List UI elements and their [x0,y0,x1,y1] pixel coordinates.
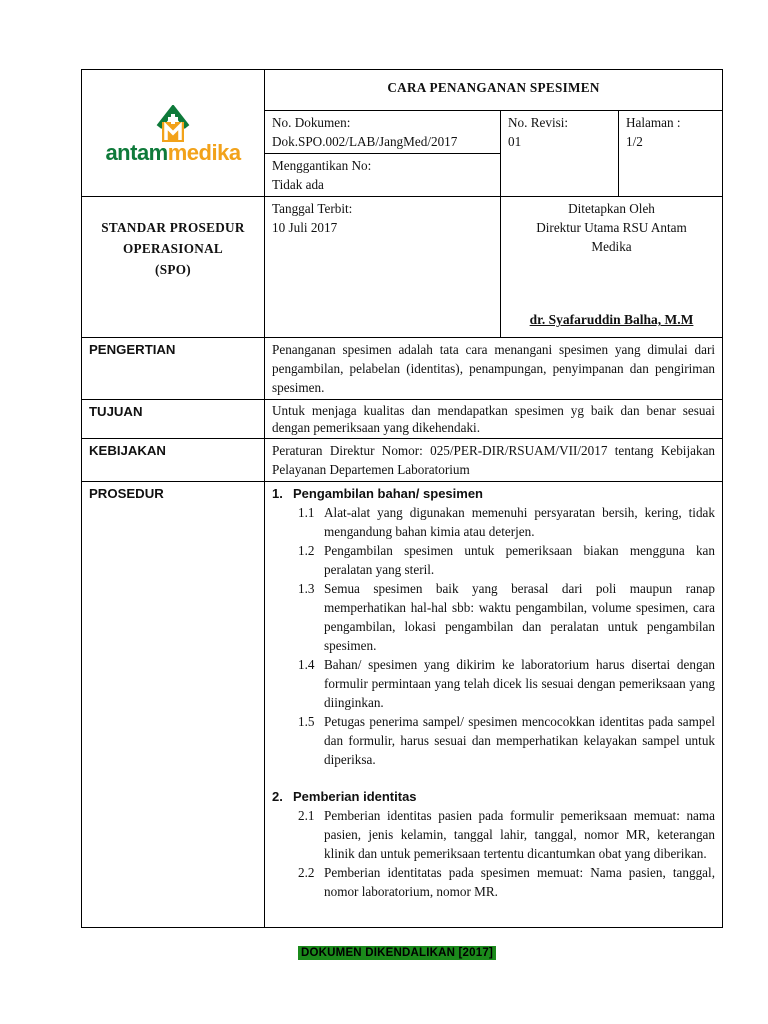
spo-line1: STANDAR PROSEDUR [101,220,245,235]
procedure-item-text: Semua spesimen baik yang berasal dari poli maupun ranap memperhatikan hal-hal sbb: waktu pengambilan, volume spesimen, cara pengambilan, lokasi pengambilan dan peralatan untuk pengambilan spesimen. [324,581,716,653]
issue-date-cell [265,197,501,338]
doc-number-cell [265,111,501,154]
procedure-item-text: Bahan/ spesimen yang dikirim ke laboratorium harus disertai dengan formulir permintaan yang telah dicek lis sesuai dengan pemeriksaan yang diinginkan. [324,657,716,710]
doc-number-label: No. Dokumen: [272,115,351,130]
spo-table [81,69,723,928]
procedure-item-text: Alat-alat yang digunakan memenuhi persyaratan bersih, kering, tidak mengandung bahan kimia atau deterjen. [324,505,716,539]
tujuan-text: Untuk menjaga kualitas dan mendapatkan spesimen yg baik dan benar sesuai dengan pemeriksaan yang dikehendaki. [265,400,723,439]
procedure-item-number: 2.1 [298,808,315,823]
section-1-title: 1. Pengambilan bahan/ spesimen [272,486,483,501]
spo-line3: (SPO) [155,262,191,277]
replaces-label: Menggantikan No: [272,158,372,173]
prosedur-label: PROSEDUR [82,482,265,928]
section-1-list [272,503,715,769]
procedure-item-text: Pemberian identitas pasien pada formulir pemeriksaan memuat: nama pasien, jenis kelamin, tanggal lahir, tanggal, nomor MR, keterangan klinik dan untuk pemeriksaan tertentu dicantumkan obat yang diberikan. [324,808,716,861]
spo-label-cell [82,197,265,338]
procedure-item-number: 1.5 [298,714,315,729]
procedure-item [272,712,715,769]
procedure-item [272,541,715,579]
procedure-item-number: 2.2 [298,865,315,880]
page-value: 1/2 [626,134,643,149]
revision-cell [501,111,619,197]
approval-cell [501,197,723,338]
logo-cell [82,70,265,197]
procedure-item-number: 1.3 [298,581,315,596]
procedure-item-text: Pengambilan spesimen untuk pemeriksaan biakan mengguna kan peralatan yang steril. [324,543,716,577]
kebijakan-label: KEBIJAKAN [82,439,265,482]
procedure-item-text: Pemberian identitatas pada spesimen memuat: Nama pasien, tanggal, nomor laboratorium, nomor MR. [324,865,716,899]
procedure-item-number: 1.2 [298,543,315,558]
issue-date-label: Tanggal Terbit: [272,201,353,216]
set-by-label: Ditetapkan Oleh [568,201,655,216]
document-title: CARA PENANGANAN SPESIMEN [265,70,723,111]
pengertian-label: PENGERTIAN [82,338,265,400]
tujuan-label: TUJUAN [82,400,265,439]
page-cell [619,111,723,197]
set-by-role: Direktur Utama RSU Antam Medika [536,220,687,254]
issue-date-value: 10 Juli 2017 [272,220,338,235]
procedure-item-text: Petugas penerima sampel/ spesimen mencocokkan identitas pada sampel dan formulir, harus sesuai dan memperhatikan kelayakan sampel untuk diperiksa. [324,714,716,767]
procedure-item [272,655,715,712]
replaces-value: Tidak ada [272,177,324,192]
section-2-list [272,806,715,901]
revision-value: 01 [508,134,522,149]
replaces-cell [265,154,501,197]
controlled-document-footer: DOKUMEN DIKENDALIKAN [2017] [298,946,496,960]
procedure-item-number: 1.4 [298,657,315,672]
pengertian-text: Penanganan spesimen adalah tata cara menangani spesimen yang dimulai dari pengambilan, pelabelan (identitas), penampungan, penyimpanan dan pengiriman spesimen. [265,338,723,400]
section-2-title: 2. Pemberian identitas [272,789,417,804]
logo [89,73,257,193]
kebijakan-text: Peraturan Direktur Nomor: 025/PER-DIR/RSUAM/VII/2017 tentang Kebijakan Pelayanan Departemen Laboratorium [265,439,723,482]
doc-number-value: Dok.SPO.002/LAB/JangMed/2017 [272,134,458,149]
procedure-item [272,806,715,863]
signatory-name: dr. Syafaruddin Balha, M.M [529,312,694,327]
logo-text: antammedika [105,139,241,165]
procedure-item [272,579,715,655]
procedure-item-number: 1.1 [298,505,315,520]
spo-line2: OPERASIONAL [122,241,224,256]
page-label: Halaman : [626,115,681,130]
antam-medika-logo-icon [151,105,195,145]
prosedur-content [265,482,723,928]
procedure-item [272,863,715,901]
procedure-item [272,503,715,541]
revision-label: No. Revisi: [508,115,569,130]
